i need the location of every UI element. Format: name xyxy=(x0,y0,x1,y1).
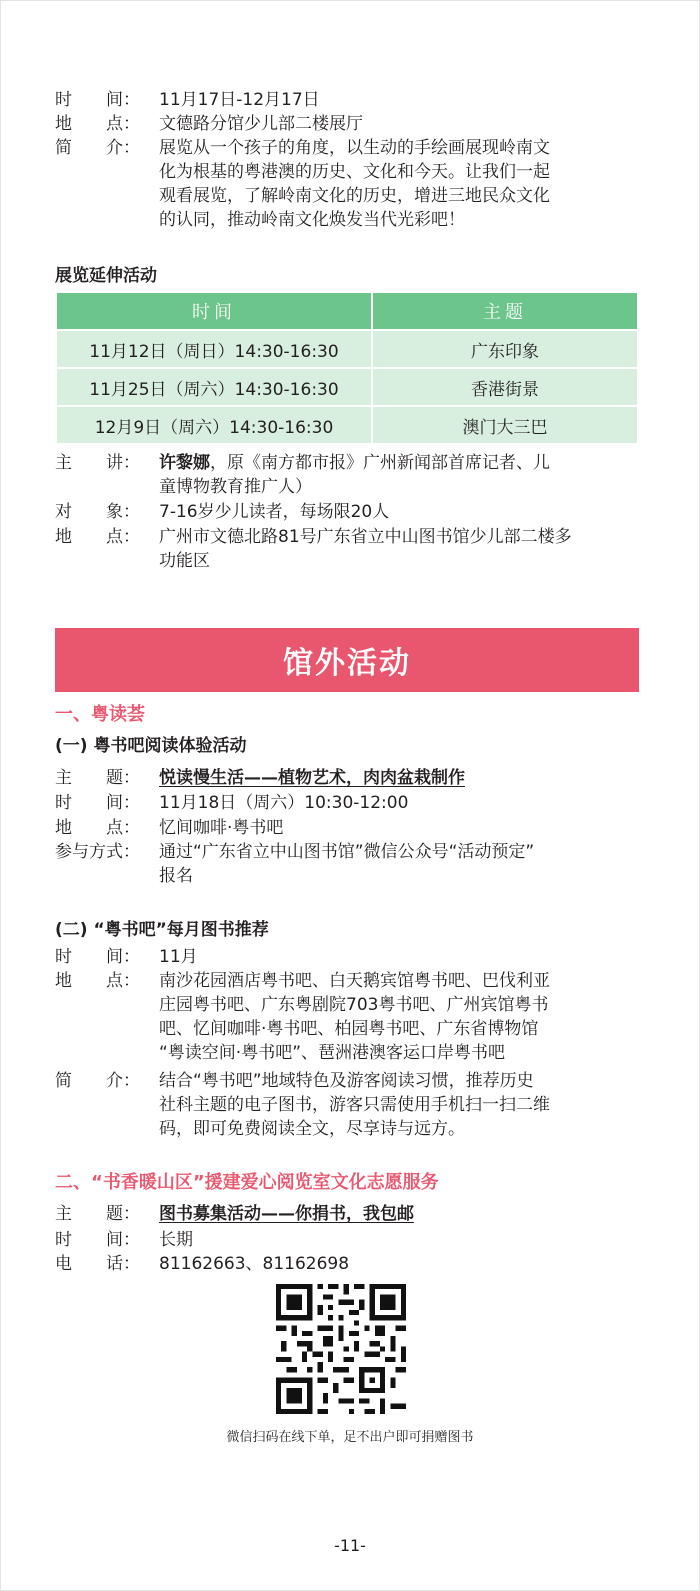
exhibition-place: 文德路分馆少儿部二楼展厅 xyxy=(159,114,363,134)
table-row xyxy=(56,406,638,444)
speaker-name: 许黎娜 xyxy=(159,453,210,473)
venue-row xyxy=(55,525,643,573)
target-text: 7-16岁少儿读者，每场限20人 xyxy=(159,502,390,522)
theme-label: 主 题： xyxy=(55,768,140,788)
qr-code-icon[interactable] xyxy=(276,1284,406,1414)
exhibition-intro: 展览从一个孩子的角度，以生动的手绘画展现岭南文 化为根基的粤港澳的历史、文化和今天。让我们一起 观看展览，了解岭南文化的历史，增进三地民众文化 的认同，推动岭南文化焕发当代光彩吧！ xyxy=(159,138,550,230)
speaker-desc: ，原《南方都市报》广州新闻部首席记者、儿 童博物教育推广人） xyxy=(159,453,550,497)
sub1-heading: (一) 粤书吧阅读体验活动 xyxy=(55,736,247,756)
row-theme: 澳门大三巴 xyxy=(372,406,638,444)
place-label: 地 点： xyxy=(55,971,140,991)
target-label: 对 象： xyxy=(55,502,140,522)
row-time: 11月25日（周六）14:30-16:30 xyxy=(56,368,372,406)
col-theme-header: 主题 xyxy=(372,292,638,330)
row-time: 12月9日（周六）14:30-16:30 xyxy=(56,406,372,444)
speaker-label: 主 讲： xyxy=(55,453,140,473)
sub2-time-row xyxy=(55,945,643,969)
section2-time-row xyxy=(55,1228,643,1252)
place-label: 地 点： xyxy=(55,818,140,838)
table-row xyxy=(56,330,638,368)
phone-label: 电 话： xyxy=(55,1254,140,1274)
row-time: 11月12日（周日）14:30-16:30 xyxy=(56,330,372,368)
qr-caption: 微信扫码在线下单，足不出户即可捐赠图书 xyxy=(226,1430,474,1445)
extension-table xyxy=(55,291,639,445)
theme-label: 主 题： xyxy=(55,1204,140,1224)
time-label: 时 间： xyxy=(55,947,140,967)
target-row xyxy=(55,500,643,524)
time-label: 时 间： xyxy=(55,1230,140,1250)
section1-heading: 一、粤读荟 xyxy=(55,704,145,725)
join-label: 参与方式： xyxy=(55,842,140,862)
exhibition-place-row xyxy=(55,112,643,136)
venue-label: 地 点： xyxy=(55,527,140,547)
intro-label: 简 介： xyxy=(55,1071,140,1091)
col-time-header: 时间 xyxy=(56,292,372,330)
speaker-text xyxy=(159,451,643,499)
sub2-place-row xyxy=(55,969,643,1065)
sub1-time-row xyxy=(55,791,643,815)
time-label: 时 间： xyxy=(55,90,140,110)
sub1-time: 11月18日（周六）10:30-12:00 xyxy=(159,793,409,813)
sub1-theme-row xyxy=(55,766,643,790)
sub1-place: 忆间咖啡·粤书吧 xyxy=(159,818,284,838)
row-theme: 广东印象 xyxy=(372,330,638,368)
sub1-join-row xyxy=(55,840,643,888)
sub2-place: 南沙花园酒店粤书吧、白天鹅宾馆粤书吧、巴伐利亚 庄园粤书吧、广东粤剧院703粤书吧、广州宾馆粤书 吧、忆间咖啡·粤书吧、柏园粤书吧、广东省博物馆 “粤读空间·粤书吧”、琶洲港澳客运口岸粤书吧 xyxy=(159,971,550,1063)
sub1-theme: 悦读慢生活——植物艺术，肉肉盆栽制作 xyxy=(159,768,465,788)
sub2-intro-row xyxy=(55,1069,643,1141)
venue-text: 广州市文德北路81号广东省立中山图书馆少儿部二楼多 功能区 xyxy=(159,527,572,571)
section2-heading: 二、“书香暖山区”援建爱心阅览室文化志愿服务 xyxy=(55,1172,439,1193)
sub2-heading: (二) “粤书吧”每月图书推荐 xyxy=(55,920,269,940)
sub1-place-row xyxy=(55,816,643,840)
page-number: -11- xyxy=(334,1536,366,1555)
extension-heading: 展览延伸活动 xyxy=(55,266,157,286)
exhibition-time-row xyxy=(55,88,643,112)
speaker-row xyxy=(55,451,643,499)
intro-label: 简 介： xyxy=(55,138,140,158)
section2-time: 长期 xyxy=(159,1230,193,1250)
section2-theme: 图书募集活动——你捐书，我包邮 xyxy=(159,1204,414,1224)
section2-phone: 81162663、81162698 xyxy=(159,1254,350,1274)
sub1-join: 通过“广东省立中山图书馆”微信公众号“活动预定” 报名 xyxy=(159,842,535,886)
table-row xyxy=(56,368,638,406)
table-header-row xyxy=(56,292,638,330)
off-site-activities-banner: 馆外活动 xyxy=(55,628,639,692)
exhibition-time: 11月17日-12月17日 xyxy=(159,90,320,110)
place-label: 地 点： xyxy=(55,114,140,134)
section2-theme-row xyxy=(55,1202,643,1226)
sub2-intro: 结合“粤书吧”地域特色及游客阅读习惯，推荐历史 社科主题的电子图书，游客只需使用手机扫一扫二维 码，即可免费阅读全文，尽享诗与远方。 xyxy=(159,1071,550,1139)
time-label: 时 间： xyxy=(55,793,140,813)
sub2-time: 11月 xyxy=(159,947,198,967)
section2-phone-row xyxy=(55,1252,643,1276)
exhibition-intro-row xyxy=(55,136,643,232)
row-theme: 香港街景 xyxy=(372,368,638,406)
